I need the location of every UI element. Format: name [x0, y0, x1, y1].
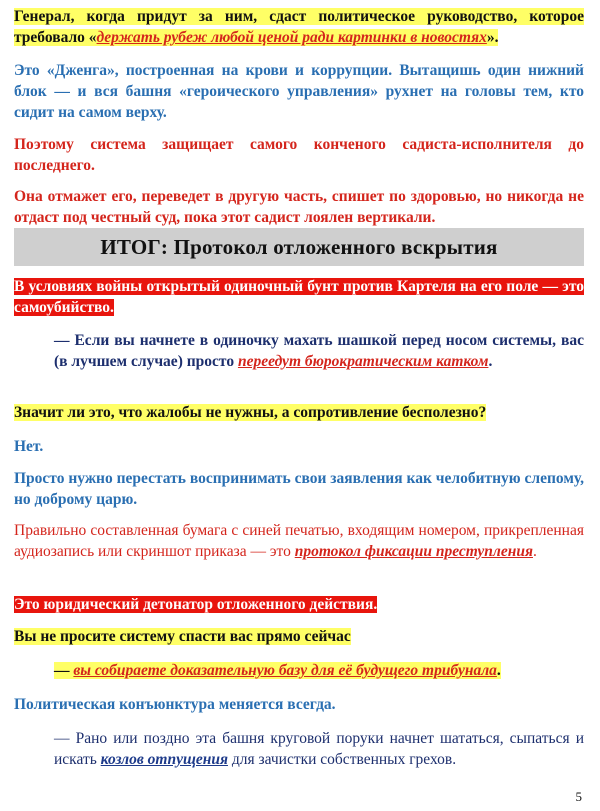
section-heading: [14, 228, 584, 266]
highlighted-text: Вы не просите систему спасти вас прямо сейчас: [14, 628, 351, 645]
paragraph-general: [14, 6, 584, 48]
text-span: — Рано или поздно эта башня круговой поруки начнет шататься, сыпаться и искать: [54, 730, 584, 768]
text-span: .: [496, 662, 501, 679]
paragraph-petition: Просто нужно перестать воспринимать свои заявления как челобитную слепому, но доброму царю.: [14, 470, 584, 508]
text-span: Правильно составленная бумага с синей печатью, входящим номером, прикрепленная аудиозапись или скриншот приказа — это: [14, 522, 584, 560]
text-span: — Если вы начнете в одиночку махать шашкой перед носом системы, вас (в лучшем случае) просто: [54, 332, 584, 370]
paragraph-not-asking: [14, 626, 584, 647]
paragraph-protocol: [14, 520, 584, 562]
highlighted-text: Значит ли это, что жалобы не нужны, а сопротивление бесполезно?: [14, 404, 487, 421]
text-span: .: [488, 353, 493, 370]
text-span: .: [532, 543, 537, 560]
paragraph-political-conjuncture: Политическая конъюнктура меняется всегда.: [14, 696, 336, 713]
paragraph-detonator: [14, 594, 584, 615]
highlighted-text: В условиях войны открытый одиночный бунт против Картеля на его поле — это самоубийство.: [14, 278, 584, 316]
emphasis-text: козлов отпущения: [100, 751, 228, 768]
emphasis-text: держать рубеж любой ценой ради картинки в новостях: [96, 29, 487, 46]
paragraph-jenga: Это «Дженга», построенная на крови и коррупции. Вытащишь один нижний блок — и вся башня «героического управления» рухнет на головы тем, кто сидит на самом верху.: [14, 62, 584, 121]
quote-bureaucratic-roller: [54, 330, 584, 372]
paragraph-no: Нет.: [14, 438, 44, 455]
paragraph-question: [14, 402, 584, 423]
emphasis-text: переедут бюрократическим катком: [237, 353, 489, 370]
page-number: 5: [575, 789, 582, 804]
text-span: Генерал, когда придут за ним, сдаст политическое руководство, которое требовало «: [14, 8, 584, 46]
quote-scapegoats: [54, 728, 584, 770]
paragraph-system-protects: Поэтому система защищает самого конченого садиста-исполнителя до последнего.: [14, 136, 584, 174]
paragraph-cover-up: Она отмажет его, переведет в другую часть, спишет по здоровью, но никогда не отдаст под честный суд, пока этот садист лоялен вертикали.: [14, 188, 584, 226]
text-span: —: [54, 662, 74, 679]
emphasis-text: вы собираете доказательную базу для её будущего трибунала: [73, 662, 497, 679]
section-heading-text: ИТОГ: Протокол отложенного вскрытия: [100, 234, 498, 259]
emphasis-text: протокол фиксации преступления: [294, 543, 533, 560]
highlighted-text: Это юридический детонатор отложенного действия.: [14, 596, 378, 613]
text-span: для зачистки собственных грехов.: [227, 751, 457, 768]
quote-evidence-base: [54, 660, 584, 681]
paragraph-suicide: [14, 276, 584, 318]
text-span: ».: [486, 29, 499, 46]
